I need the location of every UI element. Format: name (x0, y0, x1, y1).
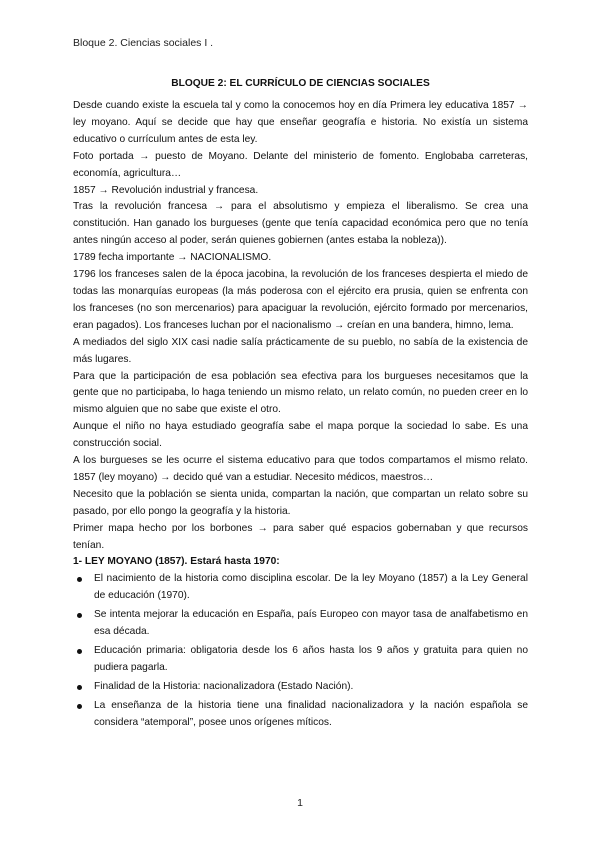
bullet-list (73, 571, 528, 731)
paragraph: Necesito que la población se sienta unida, compartan la nación, que compartan un relato sobre su pasado, por ello pongo la geografía y la historia. (73, 488, 528, 517)
bullet-icon (77, 704, 82, 709)
list-item-text: Educación primaria: obligatoria desde los 6 años hasta los 9 años y gratuita para quien no pudiera pagarla. (94, 645, 528, 673)
list-item-text: Finalidad de la Historia: nacionalizadora (Estado Nación). (94, 680, 354, 692)
bullet-icon (77, 685, 82, 690)
paragraph: 1789 fecha importante → NACIONALISMO. (73, 252, 272, 264)
document-title: BLOQUE 2: EL CURRÍCULO DE CIENCIAS SOCIALES (171, 78, 430, 89)
list-item-text: El nacimiento de la historia como disciplina escolar. De la ley Moyano (1857) a la Ley General de educación (1970). (94, 573, 528, 602)
paragraph: Aunque el niño no haya estudiado geografía sabe el mapa porque la sociedad lo sabe. Es una construcción social. (73, 421, 528, 450)
paragraph: 1857 → Revolución industrial y francesa. (73, 184, 259, 196)
bullet-icon (77, 613, 82, 618)
list-item (73, 571, 528, 605)
list-item (73, 698, 528, 732)
bullet-icon (77, 649, 82, 654)
paragraph: Desde cuando existe la escuela tal y como la conocemos hoy en día Primera ley educativa 1857 → ley moyano. Aquí se decide que hay que enseñar geografía e historia. No existía un sistema educativo o currículum antes de esta ley. (73, 100, 528, 145)
document-body (73, 76, 528, 734)
list-item (73, 679, 528, 696)
paragraph: Tras la revolución francesa → para el absolutismo y empieza el liberalismo. Se crea una constitución. Han ganado los burgueses (gente que tenía capacidad económica pero que no tenía antes ningún acceso al poder, serán quienes gobiernen (antes estaba la nobleza)). (73, 201, 528, 247)
page-number: 1 (297, 797, 303, 809)
paragraph: Primer mapa hecho por los borbones → para saber qué espacios gobernaban y que recursos tenían. (73, 522, 528, 551)
page-header: Bloque 2. Ciencias sociales I . (73, 37, 214, 49)
section-heading: 1- LEY MOYANO (1857). Estará hasta 1970: (73, 556, 280, 568)
list-item-text: La enseñanza de la historia tiene una finalidad nacionalizadora y la nación española se considera “atemporal”, posee unos orígenes míticos. (94, 699, 528, 728)
paragraph: Para que la participación de esa población sea efectiva para los burgueses necesitamos que la gente que no participaba, lo haga teniendo un mismo relato, un relato común, no pueden creer en lo mismo alguien que no sabe que existe el otro. (73, 370, 528, 416)
paragraph: 1796 los franceses salen de la época jacobina, la revolución de los franceses despierta el miedo de todas las monarquías europeas (la más poderosa con el ejército era prusia, quien se enfrenta con los franceses (no son mercenarios) para apaciguar la revolución, ejército formado por mercenarios, eran pagados). Los franceses luchan por el nacionalismo → creían en una bandera, himno, lema. (73, 269, 528, 331)
list-item-text: Se intenta mejorar la educación en España, país Europeo con mayor tasa de analfabetismo en esa década. (94, 609, 528, 638)
paragraph: A mediados del siglo XIX casi nadie salía prácticamente de su pueblo, no sabía de la existencia de más lugares. (73, 336, 528, 365)
paragraph: Foto portada → puesto de Moyano. Delante del ministerio de fomento. Englobaba carreteras, economía, agricultura… (73, 150, 528, 179)
bullet-icon (77, 577, 82, 582)
list-item (73, 643, 528, 677)
list-item (73, 607, 528, 641)
paragraph: A los burgueses se les ocurre el sistema educativo para que todos compartamos el mismo relato. 1857 (ley moyano) → decido qué van a estudiar. Necesito médicos, maestros… (73, 455, 528, 483)
